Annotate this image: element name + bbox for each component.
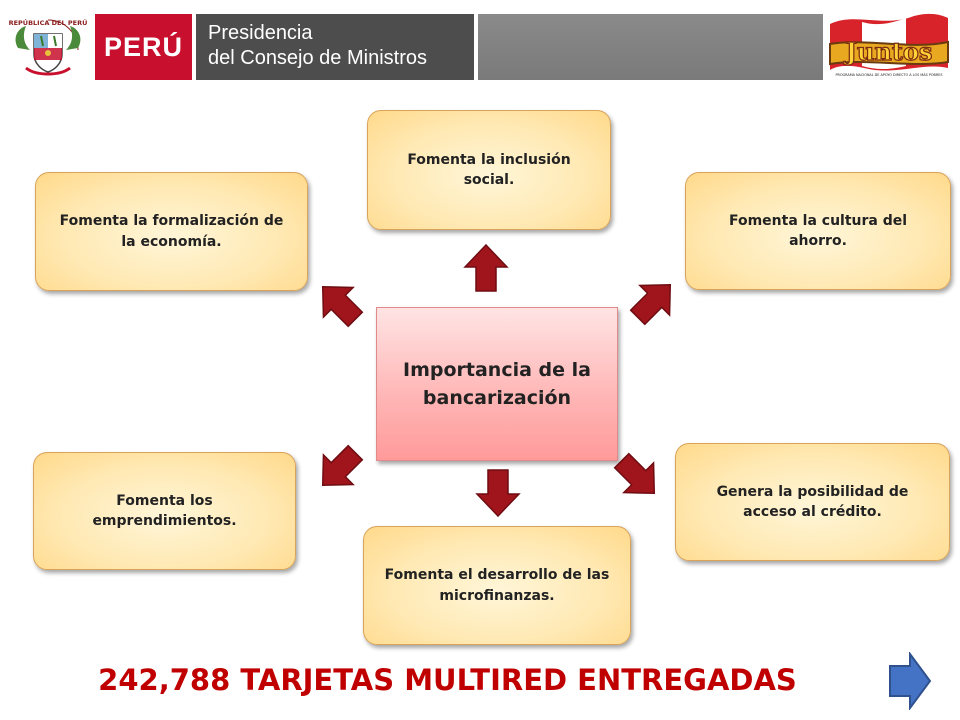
seal-text: REPÚBLICA DEL PERÚ: [8, 19, 88, 27]
arrow-up-icon: [463, 243, 509, 293]
right-arrow-icon[interactable]: [888, 652, 932, 710]
center-node: [376, 307, 618, 461]
coat-of-arms-icon: [8, 14, 88, 80]
node-cultura-ahorro-label: Fomenta la cultura del ahorro.: [728, 212, 908, 249]
juntos-label: Juntos: [845, 37, 933, 66]
node-emprendimientos-label: Fomenta los emprendimientos.: [92, 492, 237, 529]
node-formalizacion: [35, 172, 308, 291]
pcm-line-1: Presidencia: [208, 22, 313, 44]
arrow-down-icon: [475, 468, 521, 518]
header-banner: [0, 0, 960, 90]
header-gray-band: [478, 14, 823, 80]
footer-headline: 242,788 TARJETAS MULTIRED ENTREGADAS: [98, 663, 797, 697]
arrow-up-right-icon: [620, 267, 688, 335]
node-emprendimientos: [33, 452, 296, 570]
center-node-label: Importancia de la bancarización: [403, 358, 591, 409]
pcm-logo-block: [196, 14, 474, 80]
juntos-subtitle: PROGRAMA NACIONAL DE APOYO DIRECTO A LOS MÁS POBRES: [835, 73, 943, 77]
node-microfinanzas-label: Fomenta el desarrollo de las microfinanzas.: [384, 567, 610, 604]
arrow-up-left-icon: [305, 269, 373, 337]
pcm-line-2: del Consejo de Ministros: [208, 47, 427, 69]
node-formalizacion-label: Fomenta la formalización de la economía.: [59, 213, 284, 250]
node-inclusion-social-label: Fomenta la inclusión social.: [407, 151, 571, 188]
peru-logo-block: [95, 14, 192, 80]
node-inclusion-social: [367, 110, 611, 230]
juntos-logo: [824, 10, 952, 82]
node-acceso-credito-label: Genera la posibilidad de acceso al crédito.: [716, 483, 909, 520]
node-acceso-credito: [675, 443, 950, 561]
arrow-down-left-icon: [305, 435, 373, 503]
node-cultura-ahorro: [685, 172, 951, 290]
node-microfinanzas: [363, 526, 631, 645]
peru-label: PERÚ: [103, 31, 183, 62]
